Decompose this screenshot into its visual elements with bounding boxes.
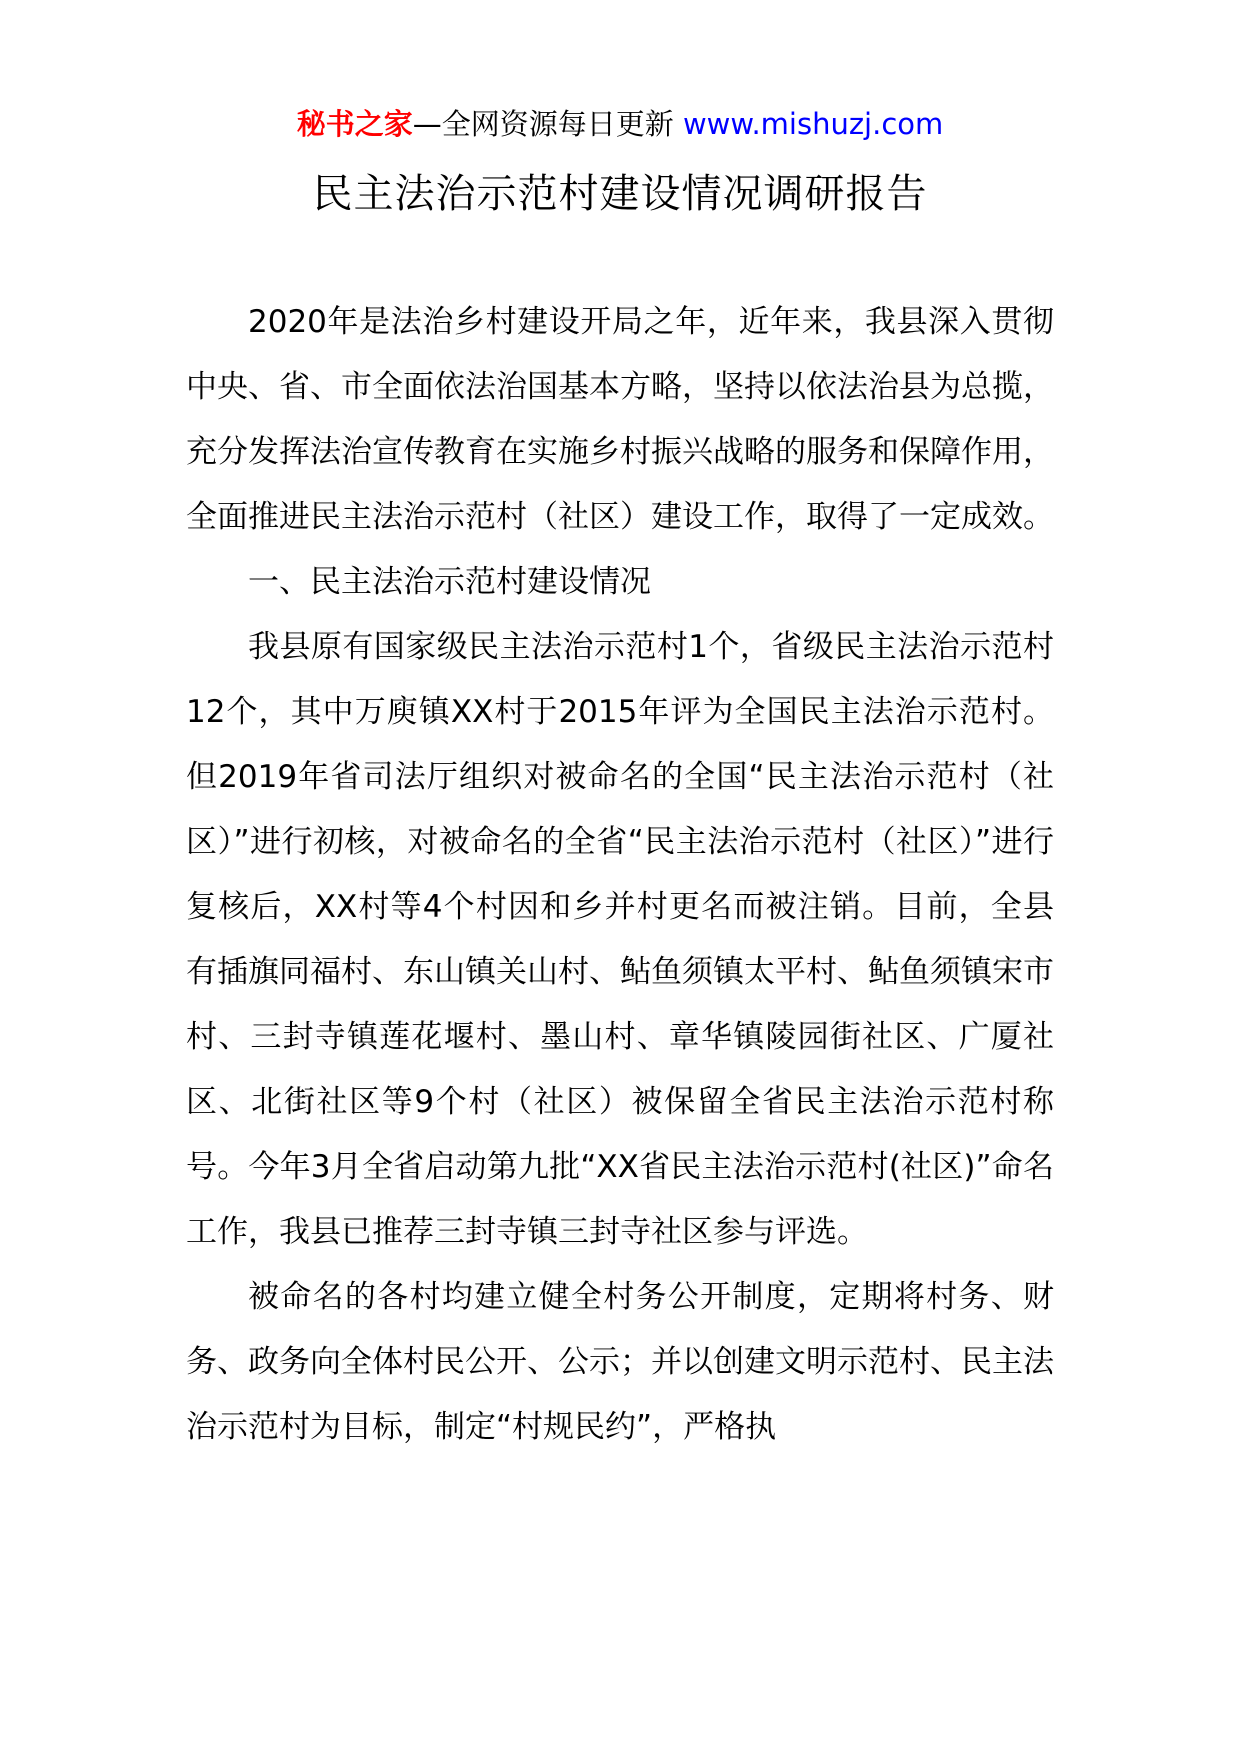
banner-slogan: —全网资源每日更新 [412,107,683,141]
document-body [186,290,1054,1460]
site-url-link[interactable]: www.mishuzj.com [682,107,944,141]
document-title: 民主法治示范村建设情况调研报告 [312,171,928,217]
brand-name: 秘书之家 [296,107,413,141]
site-banner [0,104,1240,144]
section-heading-1: 一、民主法治示范村建设情况 [248,564,651,600]
paragraph-village-affairs: 被命名的各村均建立健全村务公开制度，定期将村务、财务、政务向全体村民公开、公示；并以创建文明示范村、民主法治示范村为目标，制定“村规民约”，严格执 [186,1279,1054,1445]
paragraph-intro: 2020年是法治乡村建设开局之年，近年来，我县深入贯彻中央、省、市全面依法治国基本方略，坚持以依法治县为总揽，充分发挥法治宣传教育在实施乡村振兴战略的服务和保障作用，全面推进民主法治示范村（社区）建设工作，取得了一定成效。 [186,304,1054,535]
paragraph-status: 我县原有国家级民主法治示范村1个，省级民主法治示范村12个，其中万庾镇XX村于2015年评为全国民主法治示范村。但2019年省司法厅组织对被命名的全国“民主法治示范村（社区）”进行初核，对被命名的全省“民主法治示范村（社区）”进行复核后，XX村等4个村因和乡并村更名而被注销。目前，全县有插旗同福村、东山镇关山村、鲇鱼须镇太平村、鲇鱼须镇宋市村、三封寺镇莲花堰村、墨山村、章华镇陵园街社区、广厦社区、北街社区等9个村（社区）被保留全省民主法治示范村称号。今年3月全省启动第九批“XX省民主法治示范村(社区)”命名工作，我县已推荐三封寺镇三封寺社区参与评选。 [186,629,1054,1250]
